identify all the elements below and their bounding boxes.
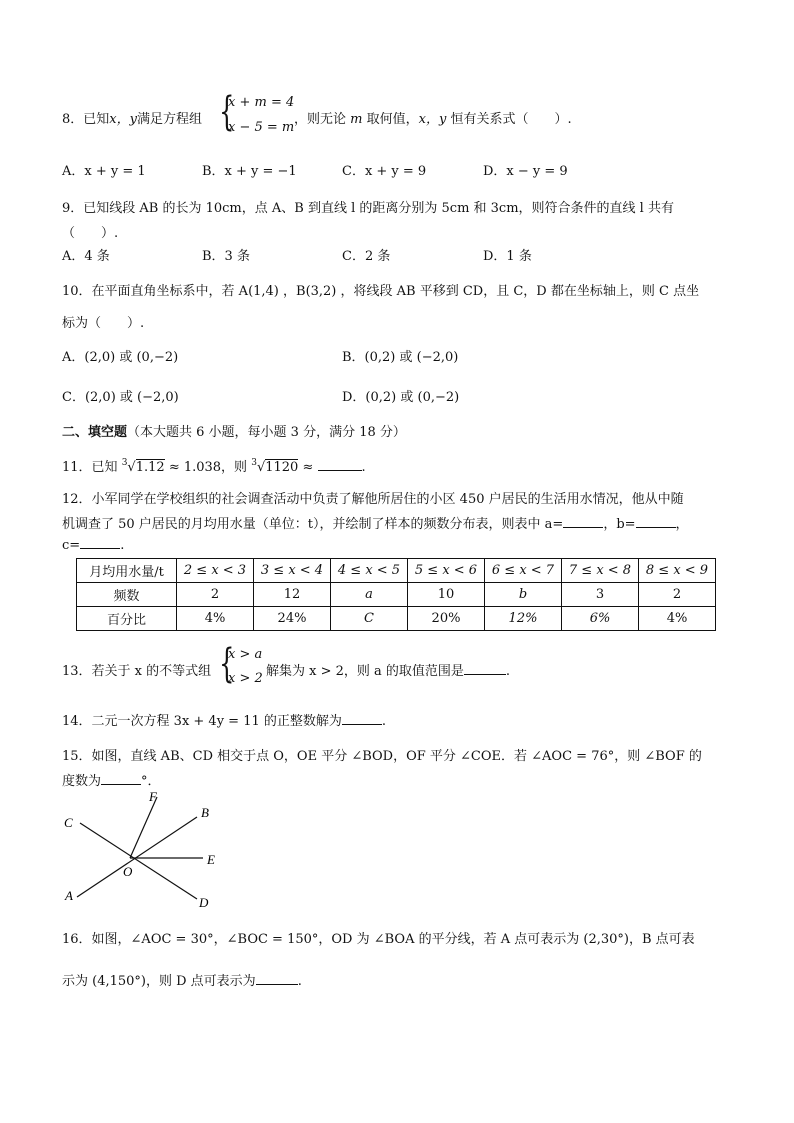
table-cell: 7 ≤ x < 8	[562, 559, 639, 583]
line-ab	[77, 817, 197, 897]
table-cell: 10	[408, 583, 485, 607]
table-cell: b	[485, 583, 562, 607]
q8-option-d: D．x − y = 9	[483, 164, 568, 179]
q14-blank	[342, 724, 382, 725]
q12-blank-c	[80, 548, 120, 549]
section-heading: 二、填空题（本大题共 6 小题，每小题 3 分，满分 18 分）	[62, 425, 406, 440]
q8-option-a: A．x + y = 1	[62, 164, 146, 179]
q12-line3: c= .	[62, 538, 125, 553]
label-c: C	[64, 815, 73, 830]
q8-eq2: x − 5 = m	[228, 120, 295, 135]
q9-option-a: A．4 条	[62, 249, 110, 264]
table-cell: 12	[254, 583, 331, 607]
q8-stem-tail: ，则无论 m 取何值，x，y 恒有关系式（ ）.	[294, 112, 572, 127]
q15-figure	[55, 785, 235, 915]
q13-brace: {	[219, 641, 235, 687]
table-cell: 5 ≤ x < 6	[408, 559, 485, 583]
label-d: D	[199, 895, 209, 910]
table-row-header: 频数	[77, 583, 177, 607]
table-cell: 2 ≤ x < 3	[177, 559, 254, 583]
q12-blank-a	[563, 527, 603, 528]
label-e: E	[207, 852, 215, 867]
table-row-header: 百分比	[77, 607, 177, 631]
q11-blank	[318, 470, 362, 471]
q13-eq1: x > a	[228, 647, 263, 662]
q9-line1: 9．已知线段 AB 的长为 10cm，点 A、B 到直线 l 的距离分别为 5cm 和 3cm，则符合条件的直线 l 共有	[62, 201, 674, 216]
ray-of	[130, 797, 157, 858]
q15-line2: 度数为 °．	[62, 774, 161, 789]
q8-option-c: C．x + y = 9	[342, 164, 427, 179]
line-cd	[80, 823, 197, 899]
q8-brace: {	[219, 89, 235, 135]
table-cell: 4 ≤ x < 5	[331, 559, 408, 583]
q16-blank	[256, 984, 298, 985]
q9-line2: （ ）.	[62, 226, 119, 241]
label-b: B	[201, 805, 209, 820]
q10-line2: 标为（ ）.	[62, 316, 145, 331]
q13-eq2: x > 2	[228, 671, 263, 686]
q9-option-b: B．3 条	[202, 249, 250, 264]
table-cell: 24%	[254, 607, 331, 631]
label-a: A	[65, 888, 73, 903]
q13-stem: 13．若关于 x 的不等式组	[62, 664, 212, 679]
q10-option-a: A．(2,0) 或 (0,−2)	[62, 350, 179, 365]
q10-line1: 10．在平面直角坐标系中，若 A(1,4) ，B(3,2) ，将线段 AB 平移到 CD，且 C，D 都在坐标轴上，则 C 点坐	[62, 284, 700, 299]
q16-line1: 16．如图，∠AOC = 30°，∠BOC = 150°，OD 为 ∠BOA 的平分线，若 A 点可表示为 (2,30°)，B 点可表	[62, 932, 695, 947]
table-cell: 6%	[562, 607, 639, 631]
q8-eq1: x + m = 4	[228, 95, 295, 110]
table-cell: 4%	[639, 607, 716, 631]
q10-option-b: B．(0,2) 或 (−2,0)	[342, 350, 459, 365]
table-cell: 2	[639, 583, 716, 607]
q10-option-d: D．(0,2) 或 (0,−2)	[342, 390, 460, 405]
table-row	[77, 607, 716, 631]
q13-tail: 解集为 x > 2，则 a 的取值范围是 .	[266, 664, 511, 679]
q12-line1: 12．小军同学在学校组织的社会调查活动中负责了解他所居住的小区 450 户居民的生活用水情况，他从中随	[62, 492, 684, 507]
q13-blank	[464, 674, 506, 675]
q9-option-c: C．2 条	[342, 249, 391, 264]
q10-option-c: C．(2,0) 或 (−2,0)	[62, 390, 179, 405]
table-row	[77, 559, 716, 583]
q14-text: 14．二元一次方程 3x + 4y = 11 的正整数解为 .	[62, 714, 387, 729]
table-cell: 3 ≤ x < 4	[254, 559, 331, 583]
q11-text: 11．已知 $^3$√1.12 ≈ 1.038，则 $^3$√1120 ≈ .	[62, 458, 366, 475]
q12-line2: 机调查了 50 户居民的月均用水量（单位：t），并绘制了样本的频数分布表，则表中 a= ，b= ，	[62, 517, 689, 532]
label-o: O	[123, 864, 133, 879]
table-cell: 4%	[177, 607, 254, 631]
table-cell: 2	[177, 583, 254, 607]
q12-blank-b	[636, 527, 676, 528]
label-f: F	[149, 789, 157, 804]
table-cell: 8 ≤ x < 9	[639, 559, 716, 583]
table-cell: C	[331, 607, 408, 631]
frequency-table	[76, 558, 716, 631]
q16-line2: 示为 (4,150°)，则 D 点可表示为 .	[62, 974, 302, 989]
table-cell: 12%	[485, 607, 562, 631]
q8-option-b: B．x + y = −1	[202, 164, 297, 179]
table-cell: 6 ≤ x < 7	[485, 559, 562, 583]
table-cell: a	[331, 583, 408, 607]
q8-stem: 8．已知x，y满足方程组	[62, 112, 202, 127]
q9-option-d: D．1 条	[483, 249, 532, 264]
table-cell: 20%	[408, 607, 485, 631]
q15-line1: 15．如图，直线 AB、CD 相交于点 O，OE 平分 ∠BOD，OF 平分 ∠COE．若 ∠AOC = 76°，则 ∠BOF 的	[62, 749, 702, 764]
table-row-header: 月均用水量/t	[77, 559, 177, 583]
table-row	[77, 583, 716, 607]
table-cell: 3	[562, 583, 639, 607]
